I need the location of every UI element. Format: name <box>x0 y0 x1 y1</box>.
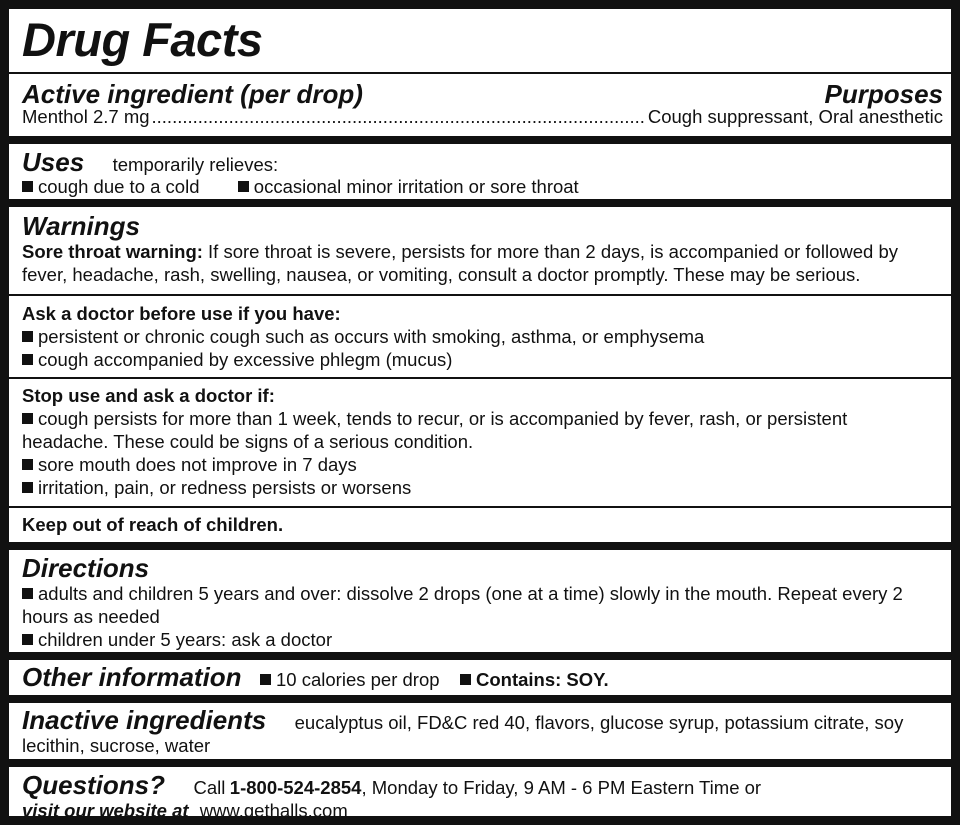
other-info-section <box>9 652 951 695</box>
directions-item: children under 5 years: ask a doctor <box>38 629 333 650</box>
directions-item: adults and children 5 years and over: dissolve 2 drops (one at a time) slowly in the mouth. Repeat every 2 hours as needed <box>22 583 903 627</box>
uses-heading: Uses <box>22 147 85 177</box>
title-section <box>9 14 951 66</box>
website-link[interactable]: www.gethalls.com <box>199 800 348 821</box>
uses-item: occasional minor irritation or sore throat <box>253 176 579 197</box>
dot-leader <box>152 105 646 128</box>
questions-call-prefix: Call <box>193 777 226 798</box>
questions-hours: , Monday to Friday, 9 AM - 6 PM Eastern Time or <box>361 777 762 798</box>
active-ingredient-section <box>9 72 951 136</box>
visit-website-label: visit our website at <box>22 800 189 821</box>
purposes-heading: Purposes <box>824 79 943 109</box>
directions-heading: Directions <box>22 553 150 583</box>
ask-doctor-item: cough accompanied by excessive phlegm (mucus) <box>38 349 453 370</box>
uses-section <box>9 136 951 199</box>
questions-heading: Questions? <box>22 770 166 800</box>
active-ingredient-purpose: Cough suppressant, Oral anesthetic <box>647 106 943 127</box>
uses-item: cough due to a cold <box>38 176 200 197</box>
keep-out-warning: Keep out of reach of children. <box>22 514 284 535</box>
active-ingredient-heading: Active ingredient (per drop) <box>22 79 363 109</box>
bullet-square <box>22 413 33 424</box>
sore-throat-label: Sore throat warning: <box>22 241 203 262</box>
stop-use-item: sore mouth does not improve in 7 days <box>38 454 357 475</box>
bullet-square <box>260 674 271 685</box>
stop-use-item: cough persists for more than 1 week, tends to recur, or is accompanied by fever, rash, or persistent headache. These could be signs of a serious condition. <box>22 408 848 452</box>
active-ingredient-name: Menthol 2.7 mg <box>22 106 150 127</box>
page-title: Drug Facts <box>22 13 263 66</box>
ask-doctor-label: Ask a doctor before use if you have: <box>22 303 341 324</box>
other-info-item: Contains: SOY. <box>475 669 609 690</box>
bullet-square <box>22 482 33 493</box>
warnings-heading: Warnings <box>22 211 140 241</box>
bullet-square <box>22 634 33 645</box>
bullet-square <box>22 354 33 365</box>
bullet-square <box>22 331 33 342</box>
questions-section <box>9 759 951 826</box>
keep-out-section <box>9 506 951 542</box>
stop-use-section <box>9 377 951 506</box>
bullet-square <box>22 181 33 192</box>
warnings-section <box>9 199 951 294</box>
bullet-square <box>22 459 33 470</box>
uses-intro: temporarily relieves: <box>112 154 279 175</box>
sore-throat-warning <box>22 240 943 286</box>
bullet-square <box>238 181 249 192</box>
other-info-heading: Other information <box>22 662 242 692</box>
sore-throat-text: If sore throat is severe, persists for more than 2 days, is accompanied or followed by fever, headache, rash, swelling, nausea, or vomiting, consult a doctor promptly. These may be serious. <box>22 241 899 285</box>
stop-use-label: Stop use and ask a doctor if: <box>22 385 275 406</box>
ask-doctor-section <box>9 294 951 377</box>
directions-section <box>9 542 951 652</box>
phone-number[interactable]: 1-800-524-2854 <box>229 777 362 798</box>
ask-doctor-item: persistent or chronic cough such as occurs with smoking, asthma, or emphysema <box>38 326 705 347</box>
bullet-square <box>460 674 471 685</box>
inactive-ingredients-section <box>9 695 951 759</box>
stop-use-item: irritation, pain, or redness persists or worsens <box>38 477 412 498</box>
inactive-ingredients-heading: Inactive ingredients <box>22 705 267 735</box>
inactive-ingredients-text: eucalyptus oil, FD&C red 40, flavors, glucose syrup, potassium citrate, soy lecithin, sucrose, water <box>22 712 904 756</box>
other-info-item: 10 calories per drop <box>276 669 440 690</box>
bullet-square <box>22 588 33 599</box>
